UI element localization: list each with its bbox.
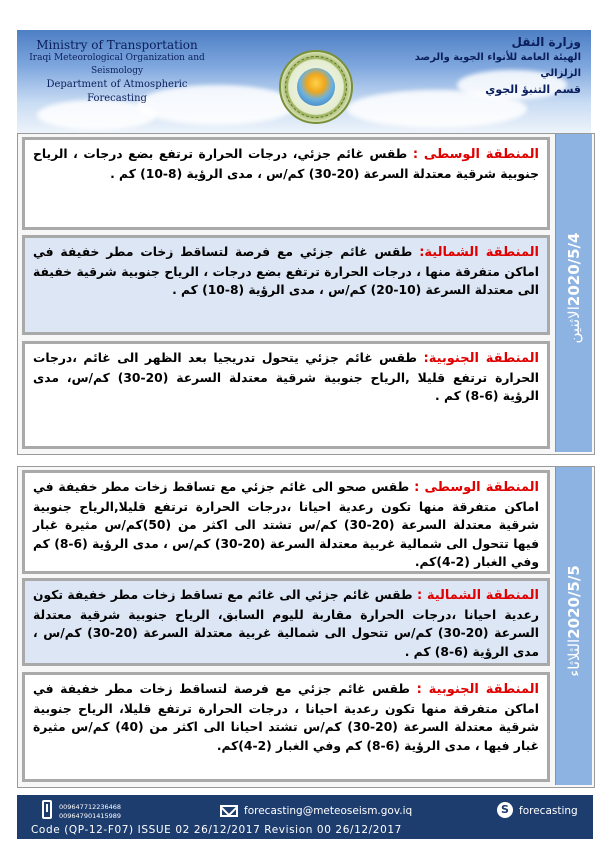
forecast-text: طقس غائم جزئي يتحول تدريجيا بعد الظهر الى غائم ،درجات الحرارة ترتفع قليلا ,الرياح جنوبية شرقية معتدلة السرعة (20-30) كم/س، مدى الرؤية (6-8) كم . (33, 351, 539, 403)
email-link[interactable]: forecasting@meteoseism.gov.iq (244, 805, 413, 817)
forecast-card-day1-north (22, 235, 550, 335)
organization-name-ar: الهيئة العامة للأنواء الجوية والرصد الزلزالي (414, 52, 581, 79)
region-name: المنطقة الوسطى : (412, 147, 539, 162)
region-name: المنطقة الوسطى : (414, 480, 540, 495)
department-name-en: Department of Atmospheric Forecasting (46, 79, 188, 104)
email-icon (220, 805, 238, 817)
ministry-name-ar: وزارة النقل (511, 35, 581, 49)
day-tab-2-day: الثلاثاء (565, 638, 583, 677)
forecast-card-day1-central (22, 137, 550, 230)
forecast-card-day2-north (22, 578, 550, 666)
forecast-text: طقس صحو الى غائم جزئي مع تساقط زخات مطر خفيفة في اماكن متفرقة منها تكون رعدية احيانا ،درجات الحرارة ترتفع قليلا,الرياح جنوبية شرقية معتدلة السرعة (20-30) كم/س تشتد الى اكثر من (50)كم/س مثيرة غبار فيها تتحول الى شمالية غربية معتدلة السرعة (20-30) كم/س ، مدى الرؤية (6-8) كم وفي الغبار (2-4)كم. (33, 480, 540, 569)
forecast-text: طقس غائم جزئي الى غائم مع تساقط زخات مطر خفيفة تكون رعدية احيانا ،درجات الحرارة مقاربة لليوم السابق، الرياح جنوبية شرقية معتدلة السرعة (20-30) كم/س تتحول الى شمالية غربية معتدلة السرعة (20-30) كم/س ، مدى الرؤية (6-8) كم . (33, 588, 539, 659)
phone-number-2[interactable]: 009647901415989 (59, 812, 122, 820)
region-name: المنطقة الجنوبية: (423, 351, 539, 366)
skype-icon: S (497, 802, 513, 818)
forecast-card-day2-central (22, 470, 550, 574)
forecast-text: طقس غائم جزئي، درجات الحرارة ترتفع بضع درجات ، الرياح جنوبية شرقية معتدلة السرعة (20-30) كم/س ، مدى الرؤية (8-10) كم . (33, 147, 539, 181)
phone-numbers (59, 803, 121, 821)
ministry-name-en: Ministry of Transportation (36, 38, 198, 52)
header-banner (17, 30, 591, 134)
day-tab-2-date: 2020/5/5 (565, 565, 583, 639)
document-code: Code (QP-12-F07) ISSUE 02 26/12/2017 Revision 00 26/12/2017 (31, 824, 402, 836)
footer-bar (17, 795, 593, 839)
region-name: المنطقة الجنوبية : (416, 682, 539, 697)
header-english (17, 38, 217, 106)
department-name-ar: قسم التنبؤ الجوي (485, 83, 581, 96)
organization-name-en: Iraqi Meteorological Organization and Seismology (29, 53, 205, 76)
header-arabic (381, 34, 581, 98)
forecast-text: طقس غائم جزئي مع فرصة لتساقط زخات مطر خفيفة في اماكن متفرقة منها ، درجات الحرارة ترتفع بضع درجات ، الرياح جنوبية شرقية خفيفة الى معتدلة السرعة (10-20) كم/س ، مدى الرؤية (8-10) كم . (33, 245, 539, 297)
skype-id[interactable]: forecasting (519, 805, 578, 817)
organization-logo (279, 50, 353, 124)
region-name: المنطقة الشمالية : (416, 588, 540, 603)
day-tab-1 (555, 134, 592, 452)
day-tab-1-day: الاثنين (565, 306, 583, 344)
phone-number-1[interactable]: 009647712236468 (59, 803, 122, 811)
forecast-card-day1-south (22, 341, 550, 449)
region-name: المنطقة الشمالية: (419, 245, 540, 260)
phone-icon (42, 800, 52, 819)
day-tab-2 (555, 467, 592, 785)
forecast-card-day2-south (22, 672, 550, 782)
day-tab-1-date: 2020/5/4 (565, 232, 583, 307)
forecast-text: طقس غائم جزئي مع فرصة لتساقط زخات مطر خفيفة في اماكن متفرقة منها تكون رعدية احيانا ، درجات الحرارة ترتفع قليلا، الرياح جنوبية شرقية معتدلة السرعة (20-30) كم/س تشتد احيانا الى اكثر من (40) كم/س مثيرة غبار فيها ، مدى الرؤية (6-8) كم وفي الغبار (2-4)كم. (33, 682, 539, 753)
